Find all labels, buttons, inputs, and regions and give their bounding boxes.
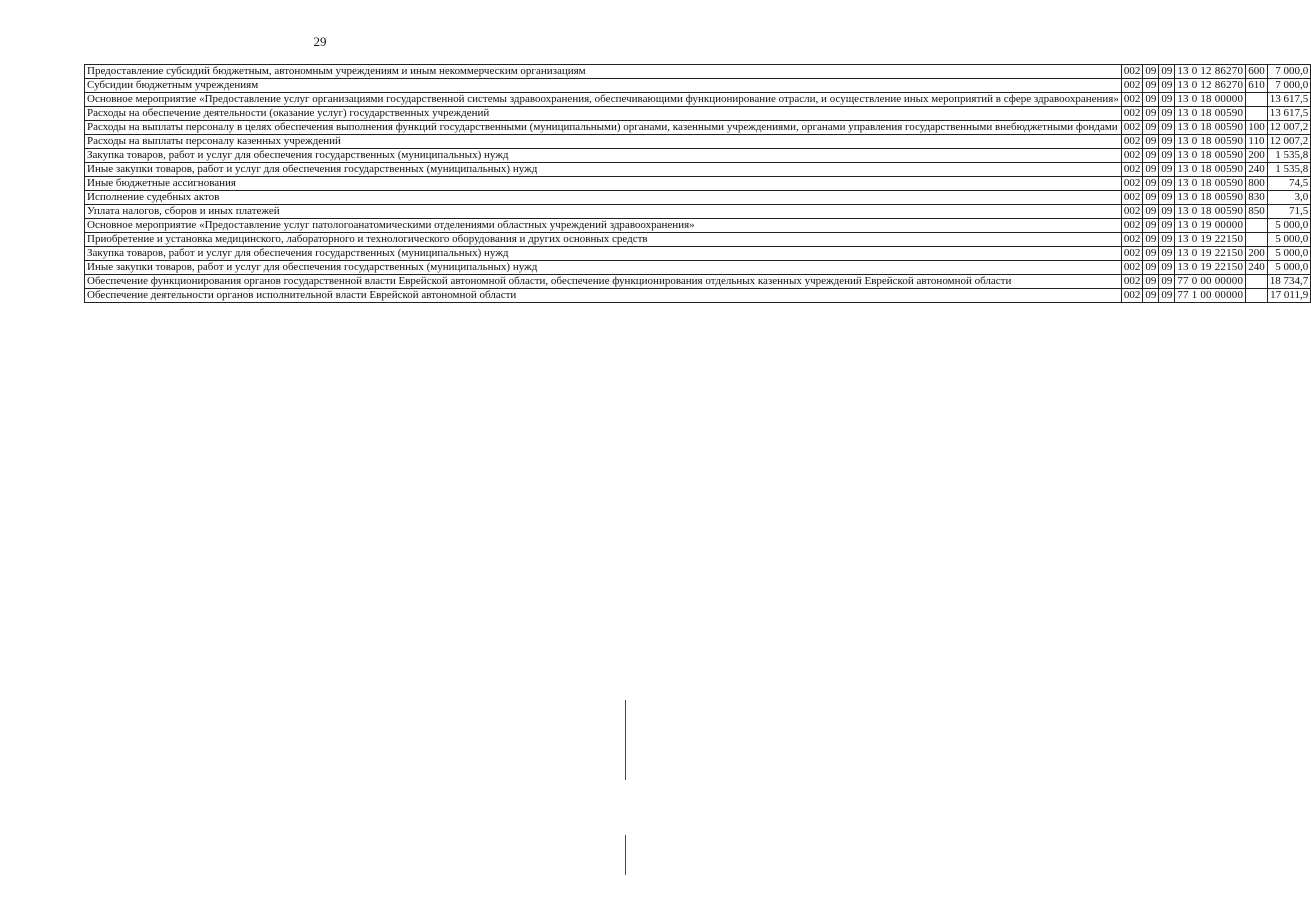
target-article: 13 0 12 86270 — [1175, 65, 1246, 79]
section-code: 09 — [1143, 191, 1159, 205]
section-code: 09 — [1143, 65, 1159, 79]
table-row — [85, 135, 1311, 149]
expense-type: 110 — [1246, 135, 1268, 149]
section-code: 09 — [1143, 247, 1159, 261]
section-code: 09 — [1143, 289, 1159, 303]
table-row — [85, 163, 1311, 177]
target-article: 13 0 18 00590 — [1175, 121, 1246, 135]
expense-type: 200 — [1246, 247, 1268, 261]
table-row — [85, 177, 1311, 191]
expense-type: 800 — [1246, 177, 1268, 191]
row-name: Иные бюджетные ассигнования — [85, 177, 1122, 191]
target-article: 13 0 18 00590 — [1175, 135, 1246, 149]
admin-code: 002 — [1121, 65, 1143, 79]
admin-code: 002 — [1121, 205, 1143, 219]
table-row — [85, 121, 1311, 135]
target-article: 13 0 18 00590 — [1175, 177, 1246, 191]
expense-type — [1246, 107, 1268, 121]
target-article: 77 1 00 00000 — [1175, 289, 1246, 303]
row-name: Расходы на выплаты персоналу в целях обеспечения выполнения функций государственными (муниципальными) органами, казенными учреждениями, органами управления государственными внебюджетными фондами — [85, 121, 1122, 135]
expense-type: 200 — [1246, 149, 1268, 163]
row-name: Расходы на выплаты персоналу казенных учреждений — [85, 135, 1122, 149]
target-article: 13 0 18 00000 — [1175, 93, 1246, 107]
row-name: Расходы на обеспечение деятельности (оказание услуг) государственных учреждений — [85, 107, 1122, 121]
subsection-code: 09 — [1159, 163, 1175, 177]
admin-code: 002 — [1121, 191, 1143, 205]
expense-type — [1246, 219, 1268, 233]
row-name: Закупка товаров, работ и услуг для обеспечения государственных (муниципальных) нужд — [85, 149, 1122, 163]
row-name: Предоставление субсидий бюджетным, автономным учреждениям и иным некоммерческим организациям — [85, 65, 1122, 79]
section-code: 09 — [1143, 135, 1159, 149]
target-article: 13 0 18 00590 — [1175, 191, 1246, 205]
target-article: 13 0 12 86270 — [1175, 79, 1246, 93]
admin-code: 002 — [1121, 107, 1143, 121]
amount: 1 535,8 — [1267, 149, 1311, 163]
admin-code: 002 — [1121, 219, 1143, 233]
row-name: Приобретение и установка медицинского, лабораторного и технологического оборудования и других основных средств — [85, 233, 1122, 247]
table-row — [85, 93, 1311, 107]
admin-code: 002 — [1121, 149, 1143, 163]
admin-code: 002 — [1121, 121, 1143, 135]
table-row — [85, 233, 1311, 247]
row-name: Основное мероприятие «Предоставление услуг патологоанатомическими отделениями областных учреждений здравоохранения» — [85, 219, 1122, 233]
admin-code: 002 — [1121, 163, 1143, 177]
admin-code: 002 — [1121, 275, 1143, 289]
subsection-code: 09 — [1159, 65, 1175, 79]
table-row — [85, 149, 1311, 163]
table-row — [85, 275, 1311, 289]
row-name: Иные закупки товаров, работ и услуг для обеспечения государственных (муниципальных) нужд — [85, 163, 1122, 177]
subsection-code: 09 — [1159, 219, 1175, 233]
amount: 12 007,2 — [1267, 135, 1311, 149]
expense-type: 600 — [1246, 65, 1268, 79]
expense-type: 850 — [1246, 205, 1268, 219]
section-code: 09 — [1143, 219, 1159, 233]
section-code: 09 — [1143, 275, 1159, 289]
budget-table-body — [85, 65, 1311, 303]
row-name: Уплата налогов, сборов и иных платежей — [85, 205, 1122, 219]
subsection-code: 09 — [1159, 121, 1175, 135]
section-code: 09 — [1143, 79, 1159, 93]
section-code: 09 — [1143, 163, 1159, 177]
target-article: 13 0 19 22150 — [1175, 261, 1246, 275]
target-article: 77 0 00 00000 — [1175, 275, 1246, 289]
table-row — [85, 219, 1311, 233]
row-name: Обеспечение функционирования органов государственной власти Еврейской автономной области, обеспечение функционирования отдельных казенных учреждений Еврейской автономной области — [85, 275, 1122, 289]
subsection-code: 09 — [1159, 247, 1175, 261]
expense-type — [1246, 233, 1268, 247]
amount: 74,5 — [1267, 177, 1311, 191]
table-row — [85, 261, 1311, 275]
row-name: Основное мероприятие «Предоставление услуг организациями государственной системы здравоохранения, обеспечивающими функционирование отрасли, и осуществление иных мероприятий в сфере здравоохранения» — [85, 93, 1122, 107]
table-row — [85, 289, 1311, 303]
amount: 71,5 — [1267, 205, 1311, 219]
subsection-code: 09 — [1159, 233, 1175, 247]
amount: 5 000,0 — [1267, 219, 1311, 233]
expense-type: 100 — [1246, 121, 1268, 135]
target-article: 13 0 19 00000 — [1175, 219, 1246, 233]
amount: 18 734,7 — [1267, 275, 1311, 289]
expense-type — [1246, 93, 1268, 107]
subsection-code: 09 — [1159, 107, 1175, 121]
section-code: 09 — [1143, 177, 1159, 191]
admin-code: 002 — [1121, 233, 1143, 247]
section-code: 09 — [1143, 205, 1159, 219]
amount: 12 007,2 — [1267, 121, 1311, 135]
section-code: 09 — [1143, 107, 1159, 121]
budget-table — [84, 64, 1311, 303]
expense-type — [1246, 275, 1268, 289]
subsection-code: 09 — [1159, 261, 1175, 275]
expense-type: 610 — [1246, 79, 1268, 93]
admin-code: 002 — [1121, 93, 1143, 107]
row-name: Субсидии бюджетным учреждениям — [85, 79, 1122, 93]
row-name: Иные закупки товаров, работ и услуг для обеспечения государственных (муниципальных) нужд — [85, 261, 1122, 275]
table-row — [85, 191, 1311, 205]
subsection-code: 09 — [1159, 289, 1175, 303]
amount: 5 000,0 — [1267, 261, 1311, 275]
scan-edge-mark — [625, 700, 626, 780]
expense-type: 830 — [1246, 191, 1268, 205]
admin-code: 002 — [1121, 261, 1143, 275]
subsection-code: 09 — [1159, 275, 1175, 289]
table-row — [85, 79, 1311, 93]
target-article: 13 0 18 00590 — [1175, 149, 1246, 163]
subsection-code: 09 — [1159, 79, 1175, 93]
table-row — [85, 107, 1311, 121]
amount: 7 000,0 — [1267, 79, 1311, 93]
expense-type: 240 — [1246, 261, 1268, 275]
section-code: 09 — [1143, 233, 1159, 247]
row-name: Исполнение судебных актов — [85, 191, 1122, 205]
target-article: 13 0 19 22150 — [1175, 233, 1246, 247]
amount: 5 000,0 — [1267, 247, 1311, 261]
row-name: Закупка товаров, работ и услуг для обеспечения государственных (муниципальных) нужд — [85, 247, 1122, 261]
subsection-code: 09 — [1159, 191, 1175, 205]
target-article: 13 0 19 22150 — [1175, 247, 1246, 261]
admin-code: 002 — [1121, 135, 1143, 149]
admin-code: 002 — [1121, 177, 1143, 191]
table-row — [85, 65, 1311, 79]
table-row — [85, 247, 1311, 261]
subsection-code: 09 — [1159, 93, 1175, 107]
admin-code: 002 — [1121, 289, 1143, 303]
section-code: 09 — [1143, 149, 1159, 163]
subsection-code: 09 — [1159, 135, 1175, 149]
amount: 13 617,5 — [1267, 93, 1311, 107]
subsection-code: 09 — [1159, 149, 1175, 163]
page-number: 29 — [313, 34, 327, 49]
amount: 1 535,8 — [1267, 163, 1311, 177]
target-article: 13 0 18 00590 — [1175, 205, 1246, 219]
target-article: 13 0 18 00590 — [1175, 107, 1246, 121]
admin-code: 002 — [1121, 247, 1143, 261]
subsection-code: 09 — [1159, 205, 1175, 219]
amount: 3,0 — [1267, 191, 1311, 205]
amount: 13 617,5 — [1267, 107, 1311, 121]
amount: 7 000,0 — [1267, 65, 1311, 79]
table-row — [85, 205, 1311, 219]
expense-type: 240 — [1246, 163, 1268, 177]
scan-edge-mark — [625, 835, 626, 875]
section-code: 09 — [1143, 261, 1159, 275]
amount: 17 011,9 — [1267, 289, 1311, 303]
admin-code: 002 — [1121, 79, 1143, 93]
expense-type — [1246, 289, 1268, 303]
target-article: 13 0 18 00590 — [1175, 163, 1246, 177]
section-code: 09 — [1143, 93, 1159, 107]
subsection-code: 09 — [1159, 177, 1175, 191]
row-name: Обеспечение деятельности органов исполнительной власти Еврейской автономной области — [85, 289, 1122, 303]
amount: 5 000,0 — [1267, 233, 1311, 247]
section-code: 09 — [1143, 121, 1159, 135]
